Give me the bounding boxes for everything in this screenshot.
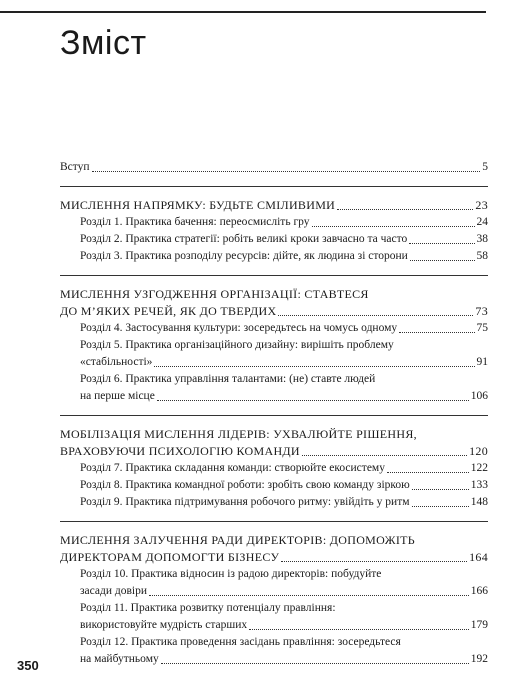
dot-leader	[278, 315, 473, 316]
toc-entry-page: 38	[476, 233, 488, 245]
table-of-contents	[60, 159, 488, 668]
toc-part-page: 164	[469, 550, 488, 564]
toc-entry-text: Розділ 8. Практика командної роботи: зробіть свою команду зіркою	[80, 479, 410, 491]
dot-leader	[409, 243, 474, 244]
toc-part-page: 73	[475, 304, 488, 318]
toc-entry-page: 91	[476, 356, 488, 368]
toc-entry-text-line1: Розділ 12. Практика проведення засідань правління: зосередьтеся	[80, 636, 401, 648]
toc-chapter-4[interactable]	[60, 320, 488, 337]
toc-entry-text-line1: Розділ 11. Практика розвитку потенціалу правління:	[80, 602, 336, 614]
dot-leader	[312, 226, 475, 227]
section-divider	[60, 415, 488, 416]
toc-entry-page: 5	[482, 161, 488, 173]
dot-leader	[302, 455, 467, 456]
toc-part-3[interactable]	[60, 426, 488, 460]
toc-chapter-2[interactable]	[60, 231, 488, 248]
toc-entry-page: 75	[476, 322, 488, 334]
dot-leader	[154, 366, 474, 367]
toc-entry-page: 166	[470, 585, 488, 597]
toc-chapter-7[interactable]	[60, 460, 488, 477]
section-divider	[60, 275, 488, 276]
toc-entry-page: 58	[476, 250, 488, 262]
dot-leader	[387, 472, 469, 473]
dot-leader	[410, 260, 475, 261]
toc-entry-text-line2: засади довіри	[80, 585, 148, 597]
page-title: Зміст	[60, 24, 147, 62]
toc-part-2[interactable]	[60, 286, 488, 320]
toc-part-title-line2: ДИРЕКТОРАМ ДОПОМОГТИ БІЗНЕСУ	[60, 550, 280, 564]
toc-part-page: 23	[475, 198, 488, 212]
toc-part-title-line2: ДО М’ЯКИХ РЕЧЕЙ, ЯК ДО ТВЕРДИХ	[60, 304, 277, 318]
toc-chapter-12[interactable]	[60, 634, 488, 668]
toc-chapter-9[interactable]	[60, 494, 488, 511]
toc-chapter-1[interactable]	[60, 214, 488, 231]
toc-entry-page: 106	[470, 390, 488, 402]
toc-entry-text-line1: Розділ 10. Практика відносин із радою директорів: побудуйте	[80, 568, 382, 580]
toc-chapter-8[interactable]	[60, 477, 488, 494]
toc-entry-text: Розділ 1. Практика бачення: переосмисліть гру	[80, 216, 310, 228]
toc-entry-text-line2: «стабільності»	[80, 356, 153, 368]
toc-part-title-line1: МИСЛЕННЯ ЗАЛУЧЕННЯ РАДИ ДИРЕКТОРІВ: ДОПОМОЖІТЬ	[60, 533, 415, 547]
section-divider	[60, 521, 488, 522]
toc-part-title-line1: МОБІЛІЗАЦІЯ МИСЛЕННЯ ЛІДЕРІВ: УХВАЛЮЙТЕ РІШЕННЯ,	[60, 427, 417, 441]
toc-entry-text: Розділ 9. Практика підтримування робочого ритму: увійдіть у ритм	[80, 496, 410, 508]
toc-part-1[interactable]	[60, 197, 488, 214]
dot-leader	[149, 595, 469, 596]
toc-entry-text-line1: Розділ 5. Практика організаційного дизайну: вирішіть проблему	[80, 339, 394, 351]
toc-entry-intro[interactable]	[60, 159, 488, 176]
toc-entry-page: 148	[470, 496, 488, 508]
toc-chapter-10[interactable]	[60, 566, 488, 600]
toc-chapter-3[interactable]	[60, 248, 488, 265]
toc-entry-text-line2: використовуйте мудрість старших	[80, 619, 248, 631]
toc-entry-page: 133	[470, 479, 488, 491]
dot-leader	[249, 629, 469, 630]
dot-leader	[281, 561, 467, 562]
page-number: 350	[17, 658, 39, 673]
dot-leader	[412, 489, 469, 490]
top-rule	[0, 11, 486, 13]
toc-entry-text: Розділ 3. Практика розподілу ресурсів: дійте, як людина зі сторони	[80, 250, 408, 262]
toc-part-page: 120	[469, 444, 488, 458]
toc-entry-text: Розділ 4. Застосування культури: зосередьтесь на чомусь одному	[80, 322, 398, 334]
dot-leader	[157, 400, 469, 401]
toc-part-title-line1: МИСЛЕННЯ УЗГОДЖЕННЯ ОРГАНІЗАЦІЇ: СТАВТЕСЯ	[60, 287, 369, 301]
toc-entry-text: Розділ 2. Практика стратегії: робіть великі кроки завчасно та часто	[80, 233, 408, 245]
dot-leader	[399, 332, 474, 333]
toc-entry-page: 179	[470, 619, 488, 631]
toc-entry-page: 24	[476, 216, 488, 228]
toc-part-title: МИСЛЕННЯ НАПРЯМКУ: БУДЬТЕ СМІЛИВИМИ	[60, 198, 336, 212]
toc-entry-page: 122	[470, 462, 488, 474]
dot-leader	[337, 209, 473, 210]
toc-entry-text: Розділ 7. Практика складання команди: створюйте екосистему	[80, 462, 385, 474]
dot-leader	[412, 506, 469, 507]
dot-leader	[92, 171, 481, 172]
toc-entry-text: Вступ	[60, 161, 90, 173]
toc-chapter-11[interactable]	[60, 600, 488, 634]
dot-leader	[161, 663, 469, 664]
toc-chapter-5[interactable]	[60, 337, 488, 371]
section-divider	[60, 186, 488, 187]
toc-part-title-line2: ВРАХОВУЮЧИ ПСИХОЛОГІЮ КОМАНДИ	[60, 444, 300, 458]
toc-entry-text-line2: на перше місце	[80, 390, 155, 402]
toc-chapter-6[interactable]	[60, 371, 488, 405]
toc-entry-text-line1: Розділ 6. Практика управління талантами: (не) ставте людей	[80, 373, 376, 385]
toc-part-4[interactable]	[60, 532, 488, 566]
toc-entry-text-line2: на майбутньому	[80, 653, 159, 665]
toc-entry-page: 192	[470, 653, 488, 665]
